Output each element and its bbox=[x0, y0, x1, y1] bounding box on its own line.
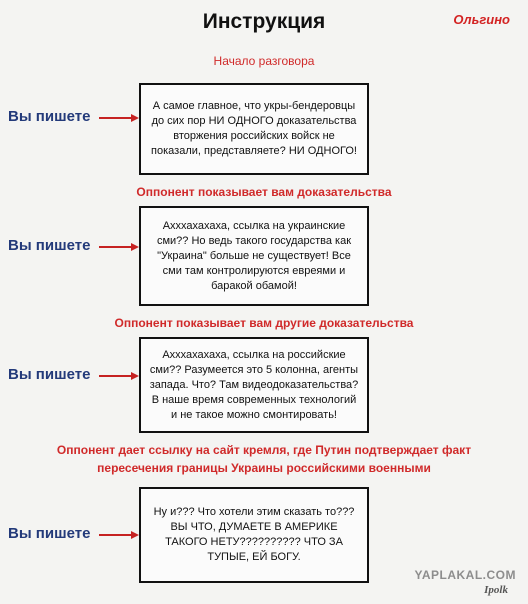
watermark: YAPLAKAL.COM bbox=[414, 568, 516, 582]
arrow-right-icon bbox=[99, 242, 139, 252]
step-kremlin-line-2: пересечения границы Украины российскими военными bbox=[97, 461, 431, 475]
message-box-1: А самое главное, что укры-бендеровцы до сих пор НИ ОДНОГО доказательства вторжения российских войск не показали, представляете? НИ ОДНОГО! bbox=[139, 83, 369, 175]
label-you-write-1: Вы пишете bbox=[8, 108, 91, 125]
step-other-evidence: Оппонент показывает вам другие доказательства bbox=[114, 316, 414, 330]
arrow-right-icon bbox=[99, 113, 139, 123]
arrow-right-icon bbox=[99, 530, 139, 540]
label-you-write-4: Вы пишете bbox=[8, 525, 91, 542]
page-title: Инструкция bbox=[202, 10, 326, 33]
brand-logo: Ольгино bbox=[453, 12, 510, 27]
step-start: Начало разговора bbox=[213, 54, 315, 68]
message-box-3: Ахххахахаха, ссылка на российские сми?? Разумеется это 5 колонна, агенты запада. Что? Там видеодоказательства? В наше время современных технологий и не такое можно смонтировать! bbox=[139, 337, 369, 433]
signature: Ipolk bbox=[484, 584, 508, 596]
label-you-write-2: Вы пишете bbox=[8, 237, 91, 254]
step-kremlin-line-1: Оппонент дает ссылку на сайт кремля, где Путин подтверждает факт bbox=[56, 443, 472, 457]
label-you-write-3: Вы пишете bbox=[8, 366, 91, 383]
step-evidence: Оппонент показывает вам доказательства bbox=[136, 185, 392, 199]
message-box-4: Ну и??? Что хотели этим сказать то??? ВЫ ЧТО, ДУМАЕТЕ В АМЕРИКЕ ТАКОГО НЕТУ?????????? ЧТО ЗА ТУПЫЕ, ЕЙ БОГУ. bbox=[139, 487, 369, 583]
message-box-2: Ахххахахаха, ссылка на украинские сми?? Но ведь такого государства как "Украина" больше не существует! Все сми там контролируются евреями и баракой обамой! bbox=[139, 206, 369, 306]
arrow-right-icon bbox=[99, 371, 139, 381]
